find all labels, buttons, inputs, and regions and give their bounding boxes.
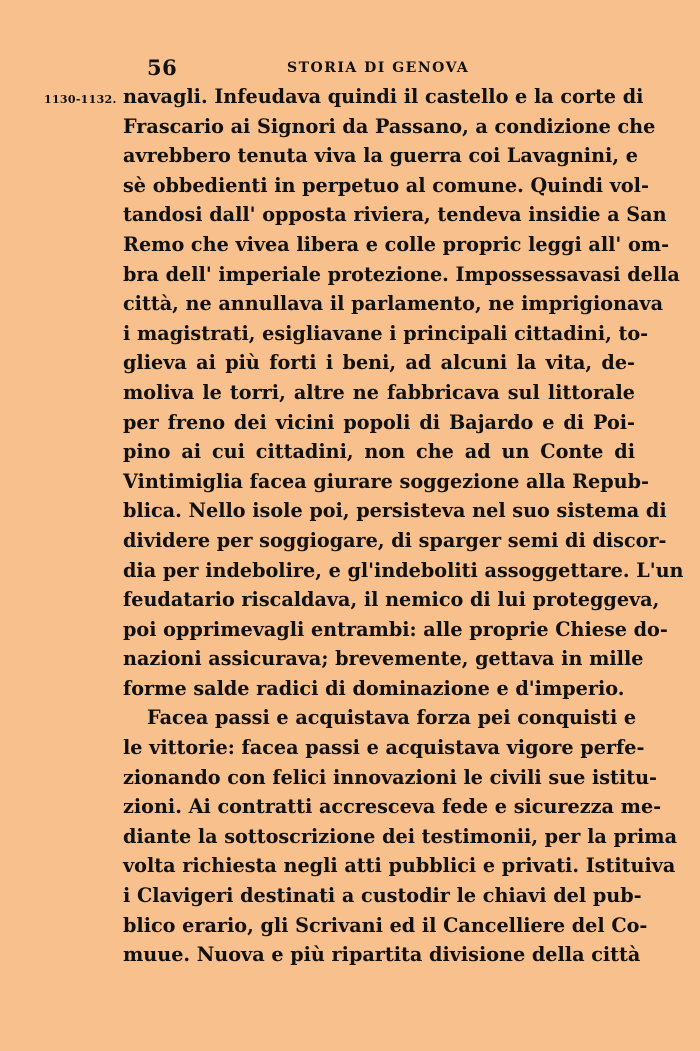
- text-line: sè obbedienti in perpetuo al comune. Quindi vol-: [123, 173, 649, 197]
- text-line: avrebbero tenuta viva la guerra coi Lavagnini, e: [123, 144, 638, 168]
- text-line: nazioni assicurava; brevemente, gettava in mille: [123, 647, 644, 671]
- text-line: zioni. Ai contratti accresceva fede e sicurezza me-: [123, 795, 662, 819]
- text-line: Facea passi e acquistava forza pei conquisti e: [147, 706, 637, 730]
- text-line: città, ne annullava il parlamento, ne imprigionava: [123, 292, 664, 316]
- text-line: i magistrati, esigliavane i principali cittadini, to-: [123, 321, 649, 345]
- body-text: [123, 82, 684, 970]
- running-title: STORIA DI GENOVA: [287, 60, 470, 76]
- text-line: dia per indebolire, e gl'indeboliti assoggettare. L'un: [123, 558, 684, 582]
- text-line: muue. Nuova e più ripartita divisione della città: [123, 943, 641, 967]
- text-line: navagli. Infeudava quindi il castello e la corte di: [123, 85, 644, 108]
- page-number: 56: [147, 55, 178, 80]
- text-line: feudatario riscaldava, il nemico di lui proteggeva,: [123, 588, 660, 612]
- text-line: bra dell' imperiale protezione. Impossessavasi della: [123, 262, 680, 286]
- text-line: blico erario, gli Scrivani ed il Cancelliere del Co-: [123, 913, 648, 937]
- text-line: i Clavigeri destinati a custodir le chiavi del pub-: [123, 884, 642, 908]
- text-line: forme salde radici di dominazione e d'imperio.: [123, 676, 625, 700]
- text-line: Remo che vivea libera e colle propric leggi all' om-: [123, 232, 670, 256]
- text-line: le vittorie: facea passi e acquistava vigore perfe-: [123, 736, 645, 760]
- text-line: pino ai cui cittadini, non che ad un Conte di: [123, 440, 635, 464]
- page-header: [0, 55, 700, 83]
- text-line: diante la sottoscrizione dei testimonii, per la prima: [123, 824, 678, 848]
- text-line: Vintimiglia facea giurare soggezione alla Repub-: [123, 469, 650, 493]
- text-line: glieva ai più forti i beni, ad alcuni la vita, de-: [123, 351, 635, 375]
- text-line: tandosi dall' opposta riviera, tendeva insidie a San: [123, 203, 667, 227]
- text-line: dividere per soggiogare, di sparger semi di discor-: [123, 528, 667, 552]
- text-line: blica. Nello isole poi, persisteva nel suo sistema di: [123, 499, 667, 523]
- margin-date-note: 1130-1132.: [44, 93, 117, 106]
- text-line: per freno dei vicini popoli di Bajardo e di Poi-: [123, 410, 635, 434]
- text-line: Frascario ai Signori da Passano, a condizione che: [123, 114, 656, 138]
- text-line: moliva le torri, altre ne fabbricava sul littorale: [123, 380, 635, 404]
- text-line: poi opprimevagli entrambi: alle proprie Chiese do-: [123, 617, 668, 641]
- text-line: zionando con felici innovazioni le civili sue istitu-: [123, 765, 657, 789]
- text-line: volta richiesta negli atti pubblici e privati. Istituiva: [123, 854, 676, 878]
